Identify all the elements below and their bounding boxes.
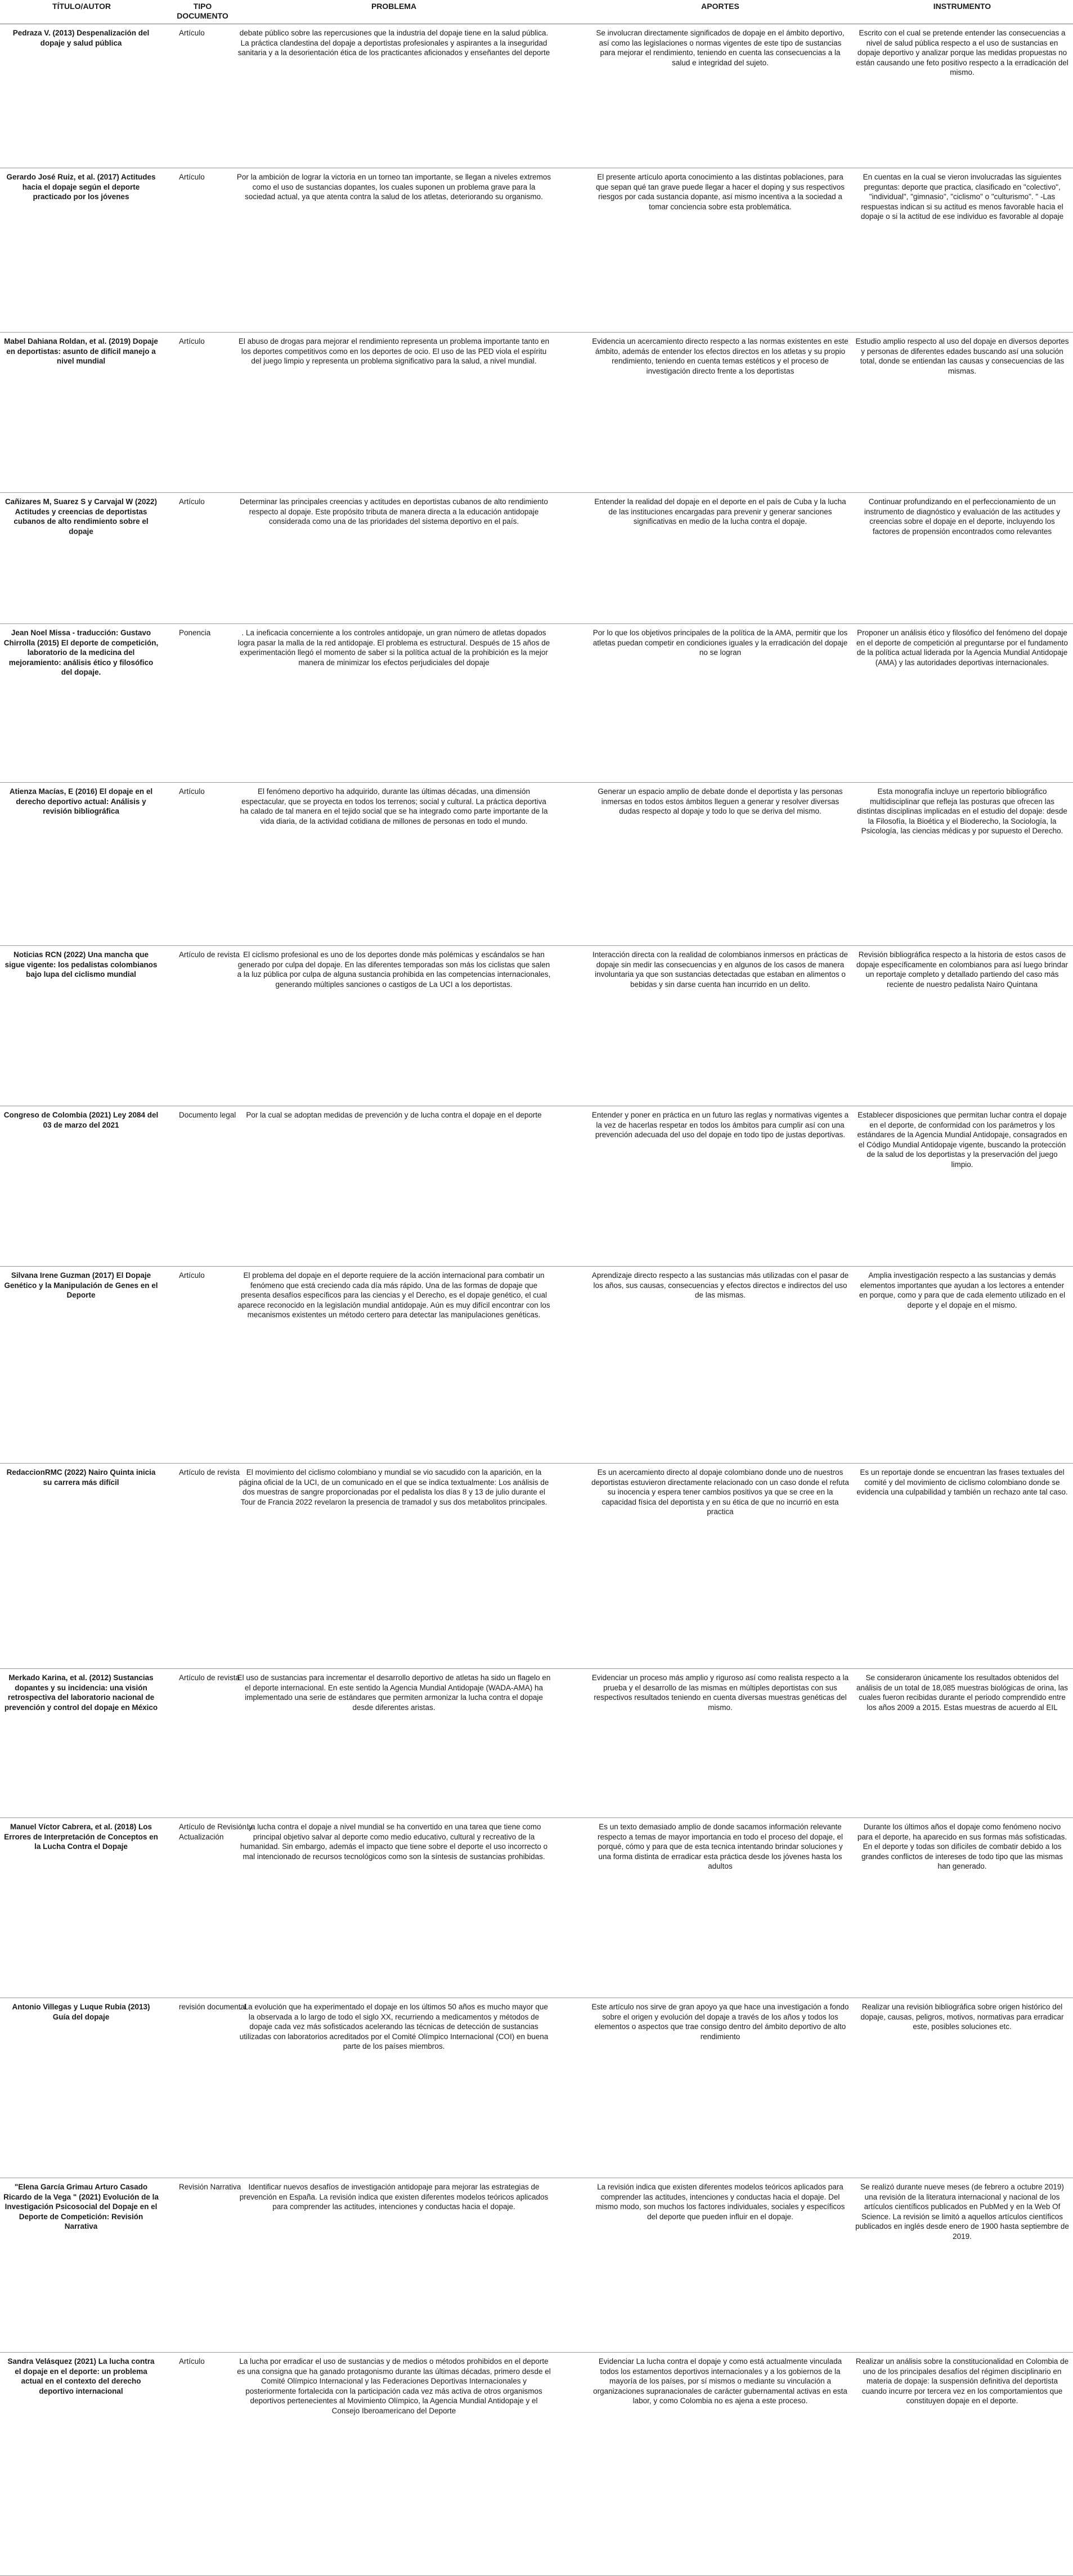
cell-titulo: "Elena García Grimau Arturo Casado Ricardo de la Vega " (2021) Evolución de la Investigación Psicosocial del Dopaje en el Deporte de Competición: Revisión Narrativa xyxy=(3,2183,159,2231)
cell-instrumento: Es un reportaje donde se encuentran las frases textuales del comité y del movimiento de ciclismo colombiano donde se evidencia una culpabilidad y también un rechazo ante tal caso. xyxy=(856,1468,1068,1497)
cell-instrumento: En cuentas en la cual se vieron involucradas las siguientes preguntas: deporte que practica, clasificado en "colectivo", "individual", "gimnasio", "ciclismo" o "culturismo". " -Las respuestas indican si su actitud es menos favorable hacia el dopaje o si la actitud de ese individuo es favorable al dopaje xyxy=(860,173,1064,221)
cell-titulo: Merkado Karina, et al. (2012) Sustancias dopantes y su incidencia: una visión retrospectiva del laboratorio nacional de prevención y control del dopaje en México xyxy=(4,1673,158,1712)
cell-titulo: RedaccionRMC (2022) Nairo Quinta inicia su carrera más difícil xyxy=(6,1468,156,1487)
cell-aportes: Aprendizaje directo respecto a las sustancias más utilizadas con el pasar de los años, sus causas, consecuencias y efectos directos e indirectos del uso de las mismas. xyxy=(591,1271,849,1300)
header-aportes: APORTES xyxy=(701,2,739,11)
cell-problema: Por la cual se adoptan medidas de prevención y de lucha contra el dopaje en el deporte xyxy=(246,1111,542,1119)
cell-tipo: Artículo xyxy=(179,2357,205,2366)
cell-aportes: Generar un espacio amplio de debate donde el deportista y las personas inmersas en todos estos ámbitos lleguen a generar y resolver diversas dudas respecto al dopaje y todo lo que se deriva del mismo. xyxy=(598,787,843,816)
cell-aportes: Entender la realidad del dopaje en el deporte en el país de Cuba y la lucha de las instituciones encargadas para prevenir y generar sanciones significativas en medio de la lucha contra el dopaje. xyxy=(594,497,846,526)
cell-tipo: Artículo de revista xyxy=(179,1468,240,1477)
cell-problema: El problema del dopaje en el deporte requiere de la acción internacional para combatir un fenómeno que está creciendo cada día más rápido. Una de las formas de dopaje que presenta desafíos específicos para las ciencias y el Derecho, es el dopaje genético, el cual aparece reconocido en la legislación mundial antidopaje. Aún es muy difícil encontrar con los mecanismos existentes un método certero para detectar las manipulaciones genéticas. xyxy=(237,1271,550,1320)
cell-titulo: Mabel Dahiana Roldan, et al. (2019) Dopaje en deportistas: asunto de difícil manejo a nivel mundial xyxy=(4,337,158,366)
table-row xyxy=(0,1106,1073,1267)
header-instrumento: INSTRUMENTO xyxy=(933,2,991,11)
cell-titulo: Cañizares M, Suarez S y Carvajal W (2022) Actitudes y creencias de deportistas cubanos de alto rendimiento sobre el dopaje xyxy=(5,497,158,536)
table-row xyxy=(0,2352,1073,2576)
cell-problema: El abuso de drogas para mejorar el rendimiento representa un problema importante tanto en los deportes competitivos como en los deportes de ocio. El uso de las PED viola el espíritu del juego limpio y representa un problema significativo para la salud, a nivel mundial. xyxy=(238,337,550,366)
table-row xyxy=(0,945,1073,1106)
cell-instrumento: Escrito con el cual se pretende entender las consecuencias a nivel de salud pública respecto a el uso de sustancias en dopaje deportivo y analizar porque las medidas propuestas no están causando une feto positivo respecto a la erradicación del mismo. xyxy=(856,29,1068,77)
cell-titulo: Manuel Víctor Cabrera, et al. (2018) Los Errores de Interpretación de Conceptos en la Lucha Contra el Dopaje xyxy=(4,1823,158,1851)
table-row xyxy=(0,1266,1073,1464)
table-header xyxy=(0,0,1073,24)
cell-aportes: Evidenciar La lucha contra el dopaje y como está actualmente vinculada todos los estamentos deportivos internacionales y a los gobiernos de la mayoría de los países, por sí mismos o mediante su vinculación a organizaciones supranacionales de carácter gubernamental activas en esta labor, y como Colombia no es ajena a este proceso. xyxy=(593,2357,847,2406)
table-row xyxy=(0,782,1073,946)
cell-instrumento: Continuar profundizando en el perfeccionamiento de un instrumento de diagnóstico y evaluación de las actitudes y creencias sobre el dopaje en el deporte, incluyendo los factores de propensión encontrados como relevantes xyxy=(864,497,1061,536)
cell-titulo: Atienza Macías, E (2016) El dopaje en el derecho deportivo actual: Análisis y revisión bibliográfica xyxy=(9,787,153,816)
cell-problema: debate público sobre las repercusiones que la industria del dopaje tiene en la salud pública. La práctica clandestina del dopaje a deportistas profesionales y aspirantes a la inseguridad sanitaria y a la desorientación ética de los practicantes aficionados y enseñantes del deporte xyxy=(237,29,550,57)
table-row xyxy=(0,623,1073,783)
cell-tipo: Artículo de Revisión y Actualización xyxy=(179,1823,253,1841)
cell-instrumento: Realizar una revisión bibliográfica sobre origen histórico del dopaje, causas, peligros, motivos, normativas para erradicar este, posibles soluciones etc. xyxy=(860,2003,1064,2031)
cell-instrumento: Se realizó durante nueve meses (de febrero a octubre 2019) una revisión de la literatura internacional y nacional de los artículos científicos publicados en PubMed y en la Web Of Science. La revisión se limitó a aquellos artículos científicos publicados en inglés desde enero de 1900 hasta septiembre de 2019. xyxy=(855,2183,1069,2241)
cell-problema: El fenómeno deportivo ha adquirido, durante las últimas décadas, una dimensión espectacular, que se proyecta en todos los terrenos; social y cultural. La práctica deportiva ha calado de tal manera en el tejido social que se ha integrado como parte importante de la vida diaria, de la actividad cotidiana de millones de personas en todo el mundo. xyxy=(240,787,548,825)
table-row xyxy=(0,24,1073,168)
cell-titulo: Jean Noel Missa - traducción: Gustavo Chirrolla (2015) El deporte de competición, laboratorio de la medicina del mejoramiento: análisis ético y filosófico del dopaje. xyxy=(3,629,159,677)
cell-aportes: El presente artículo aporta conocimiento a las distintas poblaciones, para que sepan qué tan grave puede llegar a hacer el doping y sus respectivos riesgos por cada sustancia dopante, así mismo incentiva a la sociedad a tomar conciencia sobre esta problemática. xyxy=(595,173,845,211)
cell-tipo: Artículo de revista xyxy=(179,950,240,959)
cell-titulo: Antonio Villegas y Luque Rubia (2013) Guía del dopaje xyxy=(12,2003,150,2021)
cell-problema: Determinar las principales creencias y actitudes en deportistas cubanos de alto rendimiento respecto al dopaje. Este propósito tributa de manera directa a la educación antidopaje considerada como una de las prioridades del sistema deportivo en el país. xyxy=(240,497,548,526)
cell-titulo: Pedraza V. (2013) Despenalización del dopaje y salud pública xyxy=(12,29,150,47)
cell-titulo: Gerardo José Ruiz, et al. (2017) Actitudes hacia el dopaje según el deporte practicado por los jóvenes xyxy=(6,173,156,201)
cell-problema: . La ineficacia concerniente a los controles antidopaje, un gran número de atletas dopados logra pasar la malla de la red antidopaje. El problema es estructural. Después de 15 años de experimentación llegó el momento de saber si la política actual de la prohibición es la mejor manera de minimizar los efectos perjudiciales del dopaje xyxy=(237,629,550,667)
cell-instrumento: Proponer un análisis ético y filosófico del fenómeno del dopaje en el deporte de competición al preguntarse por el fundamento de la política actual liderada por la Agencia Mundial Antidopaje (AMA) y las autoridades deportivas internacionales. xyxy=(856,629,1068,667)
cell-aportes: Se involucran directamente significados de dopaje en el ámbito deportivo, así como las legislaciones o normas vigentes de este tipo de sustancias para mejorar el rendimiento, teniendo en cuenta las consecuencias a la salud e integridad del sujeto. xyxy=(596,29,845,67)
cell-tipo: revisión documental xyxy=(179,2003,247,2011)
cell-problema: . La evolución que ha experimentado el dopaje en los últimos 50 años es mucho mayor que la observada a lo largo de todo el siglo XX, recurriendo a medicamentos y métodos de dopaje cada vez más sofisticados acelerando las técnicas de detección de sustancias utilizadas con laboratorios acreditados por el Comité Olímpico Internacional (COI) en buena parte de los países miembros. xyxy=(239,2003,549,2051)
table-row xyxy=(0,492,1073,624)
cell-problema: La lucha contra el dopaje a nivel mundial se ha convertido en una tarea que tiene como principal objetivo salvar al deporte como medio educativo, cultural y recreativo de la humanidad. Sin embargo, además el impacto que tiene sobre el deporte el uso incorrecto o mal intencionado de recursos tecnológicos como son la síntesis de sustancias prohibidas. xyxy=(240,1823,548,1861)
cell-tipo: Artículo xyxy=(179,29,205,37)
cell-instrumento: Realizar un análisis sobre la constitucionalidad en Colombia de uno de los principales desafíos del régimen disciplinario en materia de dopaje: la suspensión definitiva del deportista cuando incurre por tercera vez en los comportamientos que constituyen dopaje en el deporte. xyxy=(855,2357,1069,2406)
cell-problema: El movimiento del ciclismo colombiano y mundial se vio sacudido con la aparición, en la página oficial de la UCI, de un comunicado en el que se indica textualmente: Los análisis de dos muestras de sangre proporcionadas por el pedalista los días 8 y 13 de julio durante el Tour de Francia 2022 revelaron la presencia de tramadol y sus dos metabolitos principales. xyxy=(239,1468,549,1506)
cell-tipo: Documento legal xyxy=(179,1111,236,1119)
cell-instrumento: Estudio amplio respecto al uso del dopaje en diversos deportes y personas de diferentes edades buscando así una solución total, donde se entiendan las causas y consecuencias de las mismas. xyxy=(855,337,1069,375)
cell-tipo: Artículo de revista xyxy=(179,1673,240,1682)
table-row xyxy=(0,1668,1073,1818)
table-row xyxy=(0,2178,1073,2353)
cell-instrumento: Durante los últimos años el dopaje como fenómeno nocivo para el deporte, ha aparecido en sus formas más sofisticadas. En el deporte y todas son difíciles de combatir debido a los grandes conflictos de intereses de todo tipo que las mismas han generado. xyxy=(857,1823,1067,1871)
cell-aportes: Por lo que los objetivos principales de la política de la AMA, permitir que los atletas puedan competir en condiciones iguales y la erradicación del dopaje no se logran xyxy=(592,629,848,657)
cell-titulo: Silvana Irene Guzman (2017) El Dopaje Genético y la Manipulación de Genes en el Deporte xyxy=(4,1271,158,1300)
table-row xyxy=(0,1463,1073,1669)
cell-instrumento: Se consideraron únicamente los resultados obtenidos del análisis de un total de 18,085 muestras biológicas de orina, las cuales fueron recibidas durante el periodo comprendido entre los años 2009 a 2015. Estas muestras de acuerdo al EIL xyxy=(856,1673,1068,1712)
table-row xyxy=(0,1817,1073,1998)
cell-tipo: Artículo xyxy=(179,337,205,345)
cell-aportes: Interacción directa con la realidad de colombianos inmersos en prácticas de dopaje sin medir las consecuencias y en algunos de los casos de manera involuntaria ya que son sustancias detectadas que estaban en alimentos o bebidas y sin darse cuenta han incurrido en un delito. xyxy=(592,950,848,989)
cell-aportes: Es un texto demasiado amplio de donde sacamos información relevante respecto a temas de mayor importancia en todo el proceso del dopaje, el porqué, cómo y para que de esta tecnica intentando brindar soluciones y una forma distinta de erradicar esta práctica desde los jóvenes hasta los adultos xyxy=(597,1823,843,1871)
cell-instrumento: Esta monografía incluye un repertorio bibliográfico multidisciplinar que refleja las posturas que ofrecen las distintas disciplinas implicadas en el estudio del dopaje: desde la Filosofía, la Bioética y el Bioderecho, la Sociología, la Psicología, las ciencias médicas y por supuesto el Derecho. xyxy=(857,787,1067,836)
cell-aportes: Es un acercamiento directo al dopaje colombiano donde uno de nuestros deportistas estuvieron directamente relacionado con un caso donde el refuta su inocencia y espera tener cambios positivos ya que se cree en la capacidad física del deportista y en su ética de que no incurrió en esta practica xyxy=(591,1468,849,1516)
header-problema: PROBLEMA xyxy=(371,2,417,11)
cell-instrumento: Revisión bibliográfica respecto a la historia de estos casos de dopaje específicamente en colombianos para así luego brindar un reportaje completo y detallado partiendo del caso más reciente de nuestro pedalista Nairo Quintana xyxy=(856,950,1068,989)
cell-tipo: Artículo xyxy=(179,1271,205,1280)
cell-tipo: Artículo xyxy=(179,173,205,181)
cell-aportes: Evidencia un acercamiento directo respecto a las normas existentes en este ámbito, además de entender los efectos directos en los atletas y su propio rendimiento, teniendo en cuenta temas estéticos y el proceso de investigación directo frente a los deportistas xyxy=(592,337,848,375)
table-row xyxy=(0,168,1073,333)
cell-tipo: Artículo xyxy=(179,787,205,796)
cell-aportes: Evidenciar un proceso más amplio y riguroso así como realista respecto a la prueba y el desarrollo de las mismas en múltiples deportistas con sus respectivos resultados teniendo en cuenta diversas muestras genéticas del mismo. xyxy=(591,1673,849,1712)
cell-aportes: Entender y poner en práctica en un futuro las reglas y normativas vigentes a la vez de hacerlas respetar en todos los ámbitos para cumplir así con una prevención adecuada del uso del dopaje en todo tipo de justas deportivas. xyxy=(591,1111,849,1139)
cell-aportes: La revisión indica que existen diferentes modelos teóricos aplicados para comprender las actitudes, intenciones y conductas hacia el dopaje. Del mismo modo, son muchos los factores individuales, sociales y específicos del deporte que pueden influir en el dopaje. xyxy=(595,2183,845,2221)
table-row xyxy=(0,1998,1073,2178)
cell-problema: Identificar nuevos desafíos de investigación antidopaje para mejorar las estrategias de prevención en España. La revisión indica que existen diferentes modelos teóricos aplicados para comprender las actitudes, intenciones y conductas hacia el dopaje. xyxy=(239,2183,549,2211)
cell-titulo: Noticias RCN (2022) Una mancha que sigue vigente: los pedalistas colombianos bajo lupa del ciclismo mundial xyxy=(5,950,158,979)
cell-tipo: Artículo xyxy=(179,497,205,506)
header-titulo: TÍTULO/AUTOR xyxy=(52,2,111,11)
cell-instrumento: Amplia investigación respecto a las sustancias y demás elementos importantes que ayudan a los lectores a entender en porque, como y para que de cada elemento utilizado en el deporte y el dopaje en el mismo. xyxy=(859,1271,1066,1309)
cell-problema: El ciclismo profesional es uno de los deportes donde más polémicas y escándalos se han generado por culpa del dopaje. En las diferentes temporadas son más los ciclistas que salen a la luz pública por culpa de alguna sustancia prohibida en las competencias internacionales, generando múltiples sanciones o castigos de La UCI a los deportistas. xyxy=(237,950,551,989)
cell-titulo: Sandra Velásquez (2021) La lucha contra el dopaje en el deporte: un problema actual en el contexto del derecho deportivo internacional xyxy=(7,2357,155,2395)
cell-problema: El uso de sustancias para incrementar el desarrollo deportivo de atletas ha sido un flagelo en el deporte internacional. En este sentido la Agencia Mundial Antidopaje (WADA-AMA) ha implementado una serie de estándares que permiten armonizar la lucha contra el dopaje desde diferentes aristas. xyxy=(237,1673,551,1712)
cell-problema: Por la ambición de lograr la victoria en un torneo tan importante, se llegan a niveles extremos como el uso de sustancias dopantes, los cuales suponen un problema grave para la sociedad actual, ya que atenta contra la salud de los atletas, deteriorando su organismo. xyxy=(236,173,551,201)
table-row xyxy=(0,332,1073,493)
cell-titulo: Congreso de Colombia (2021) Ley 2084 del 03 de marzo del 2021 xyxy=(3,1111,159,1129)
cell-problema: La lucha por erradicar el uso de sustancias y de medios o métodos prohibidos en el deporte es una consigna que ha ganado protagonismo durante las últimas décadas, primero desde el Comité Olímpico Internacional y las Federaciones Deportivas Internacionales y posteriormente fortalecida con la participación cada vez más activa de otros organismos deportivos pertenecientes al Movimiento Olímpico, la Agencia Mundial Antidopaje y el Consejo Iberoamericano del Deporte xyxy=(237,2357,551,2415)
cell-tipo: Revisión Narrativa xyxy=(179,2183,241,2191)
cell-instrumento: Establecer disposiciones que permitan luchar contra el dopaje en el deporte, de conformidad con los parámetros y los estándares de la Agencia Mundial Antidopaje, consagrados en el Código Mundial Antidopaje vigente, buscando la protección de la salud de los deportistas y la preservación del juego limpio. xyxy=(857,1111,1067,1169)
cell-aportes: Este artículo nos sirve de gran apoyo ya que hace una investigación a fondo sobre el origen y evolución del dopaje a través de los años y todos los elementos o aspectos que trae consigo dentro del ámbito deportivo de alto rendimiento xyxy=(591,2003,849,2041)
header-tipo: TIPO DOCUMENTO xyxy=(177,2,228,20)
cell-tipo: Ponencia xyxy=(179,629,211,637)
